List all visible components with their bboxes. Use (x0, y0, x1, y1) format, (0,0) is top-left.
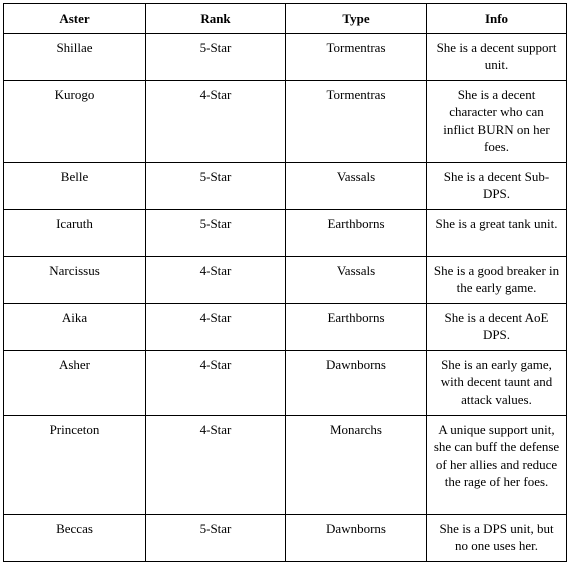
cell-type: Earthborns (286, 304, 427, 351)
header-type: Type (286, 4, 427, 34)
cell-info: She is a decent Sub-DPS. (427, 163, 567, 210)
table-header (4, 4, 567, 34)
cell-aster: Beccas (4, 515, 146, 562)
cell-info: She is a decent AoE DPS. (427, 304, 567, 351)
cell-rank: 4-Star (146, 257, 286, 304)
table-row (4, 351, 567, 416)
table-row (4, 34, 567, 81)
cell-aster: Aika (4, 304, 146, 351)
cell-rank: 5-Star (146, 163, 286, 210)
table-row (4, 81, 567, 163)
table-row (4, 163, 567, 210)
table-body (4, 34, 567, 562)
cell-rank: 5-Star (146, 515, 286, 562)
header-rank: Rank (146, 4, 286, 34)
cell-aster: Icaruth (4, 210, 146, 257)
cell-rank: 4-Star (146, 416, 286, 515)
cell-type: Dawnborns (286, 515, 427, 562)
cell-aster: Belle (4, 163, 146, 210)
cell-info: She is an early game, with decent taunt and attack values. (427, 351, 567, 416)
aster-table (3, 3, 567, 562)
cell-info: A unique support unit, she can buff the defense of her allies and reduce the rage of her foes. (427, 416, 567, 515)
cell-aster: Shillae (4, 34, 146, 81)
cell-rank: 4-Star (146, 304, 286, 351)
cell-type: Dawnborns (286, 351, 427, 416)
cell-info: She is a good breaker in the early game. (427, 257, 567, 304)
header-aster: Aster (4, 4, 146, 34)
cell-type: Vassals (286, 163, 427, 210)
header-info: Info (427, 4, 567, 34)
cell-info: She is a great tank unit. (427, 210, 567, 257)
cell-type: Monarchs (286, 416, 427, 515)
cell-info: She is a decent support unit. (427, 34, 567, 81)
cell-type: Tormentras (286, 34, 427, 81)
cell-aster: Asher (4, 351, 146, 416)
table-row (4, 515, 567, 562)
cell-aster: Princeton (4, 416, 146, 515)
table-row (4, 416, 567, 515)
cell-rank: 5-Star (146, 34, 286, 81)
table-row (4, 257, 567, 304)
cell-info: She is a DPS unit, but no one uses her. (427, 515, 567, 562)
cell-type: Tormentras (286, 81, 427, 163)
cell-aster: Narcissus (4, 257, 146, 304)
header-row (4, 4, 567, 34)
cell-rank: 4-Star (146, 81, 286, 163)
cell-aster: Kurogo (4, 81, 146, 163)
cell-type: Vassals (286, 257, 427, 304)
cell-type: Earthborns (286, 210, 427, 257)
table-row (4, 210, 567, 257)
cell-rank: 5-Star (146, 210, 286, 257)
cell-info: She is a decent character who can inflict BURN on her foes. (427, 81, 567, 163)
table-row (4, 304, 567, 351)
cell-rank: 4-Star (146, 351, 286, 416)
